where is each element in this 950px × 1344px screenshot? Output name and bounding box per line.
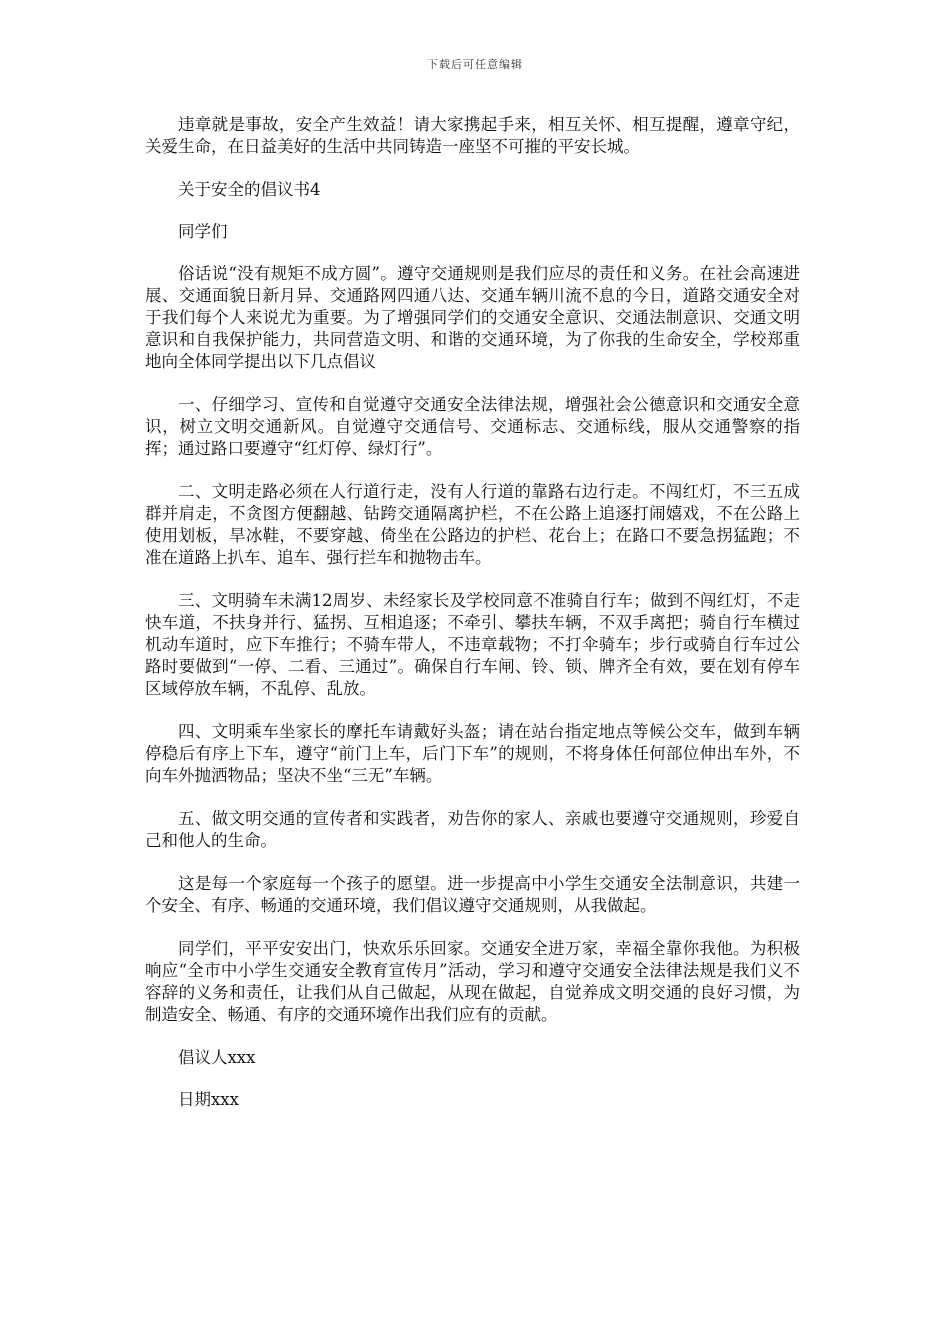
- paragraph-closing-call: 违章就是事故，安全产生效益！请大家携起手来，相互关怀、相互提醒，遵章守纪，关爱生命，在日益美好的生活中共同铸造一座坚不可摧的平安长城。: [145, 115, 800, 156]
- salutation: 同学们: [178, 222, 228, 241]
- signature-initiator: 倡议人xxx: [178, 1048, 256, 1067]
- paragraph-point-2: 二、文明走路必须在人行道行走，没有人行道的靠路右边行走。不闯红灯，不三五成群并肩走，不贪图方便翻越、钻跨交通隔离护栏，不在公路上追逐打闹嬉戏，不在公路上使用划板，旱冰鞋，不要穿越、倚坐在公路边的护栏、花台上；在路口不要急拐猛跑；不准在道路上扒车、追车、强行拦车和抛物击车。: [145, 482, 800, 567]
- paragraph-intro: 俗话说“没有规矩不成方圆”。遵守交通规则是我们应尽的责任和义务。在社会高速进展、交通面貌日新月异、交通路网四通八达、交通车辆川流不息的今日，道路交通安全对于我们每个人来说尤为重要。为了增强同学们的交通安全意识、交通法制意识、交通文明意识和自我保护能力，共同营造文明、和谐的交通环境，为了你我的生命安全，学校郑重地向全体同学提出以下几点倡议: [145, 264, 800, 371]
- paragraph-wish: 这是每一个家庭每一个孩子的愿望。进一步提高中小学生交通安全法制意识，共建一个安全、有序、畅通的交通环境，我们倡议遵守交通规则，从我做起。: [145, 874, 800, 915]
- paragraph-conclusion: 同学们，平平安安出门，快欢乐乐回家。交通安全进万家，幸福全靠你我他。为积极响应“全市中小学生交通安全教育宣传月”活动，学习和遵守交通安全法律法规是我们义不容辞的义务和责任，让我们从自己做起，从现在做起，自觉养成文明交通的良好习惯，为制造安全、畅通、有序的交通环境作出我们应有的贡献。: [145, 939, 800, 1024]
- paragraph-point-1: 一、仔细学习、宣传和自觉遵守交通安全法律法规，增强社会公德意识和交通安全意识，树立文明交通新风。自觉遵守交通信号、交通标志、交通标线，服从交通警察的指挥；通过路口要遵守“红灯停、绿灯行”。: [145, 395, 800, 458]
- paragraph-point-4: 四、文明乘车坐家长的摩托车请戴好头盔；请在站台指定地点等候公交车，做到车辆停稳后有序上下车，遵守“前门上车，后门下车”的规则，不将身体任何部位伸出车外，不向车外抛洒物品；坚决不坐“三无”车辆。: [145, 722, 800, 785]
- paragraph-point-3: 三、文明骑车未满12周岁、未经家长及学校同意不准骑自行车；做到不闯红灯，不走快车道，不扶身并行、猛拐、互相追逐；不牵引、攀扶车辆，不双手离把；骑自行车横过机动车道时，应下车推行；不骑车带人，不违章载物；不打伞骑车；步行或骑自行车过公路时要做到“一停、二看、三通过”。确保自行车闸、铃、锁、牌齐全有效，要在划有停车区域停放车辆，不乱停、乱放。: [145, 591, 800, 698]
- document-title: 关于安全的倡议书4: [178, 180, 321, 199]
- document-body: [145, 114, 800, 1131]
- paragraph-point-5: 五、做文明交通的宣传者和实践者，劝告你的家人、亲戚也要遵守交通规则，珍爱自己和他人的生命。: [145, 809, 800, 850]
- signature-date: 日期xxx: [178, 1090, 239, 1109]
- page-header: 下载后可任意编辑: [427, 58, 523, 71]
